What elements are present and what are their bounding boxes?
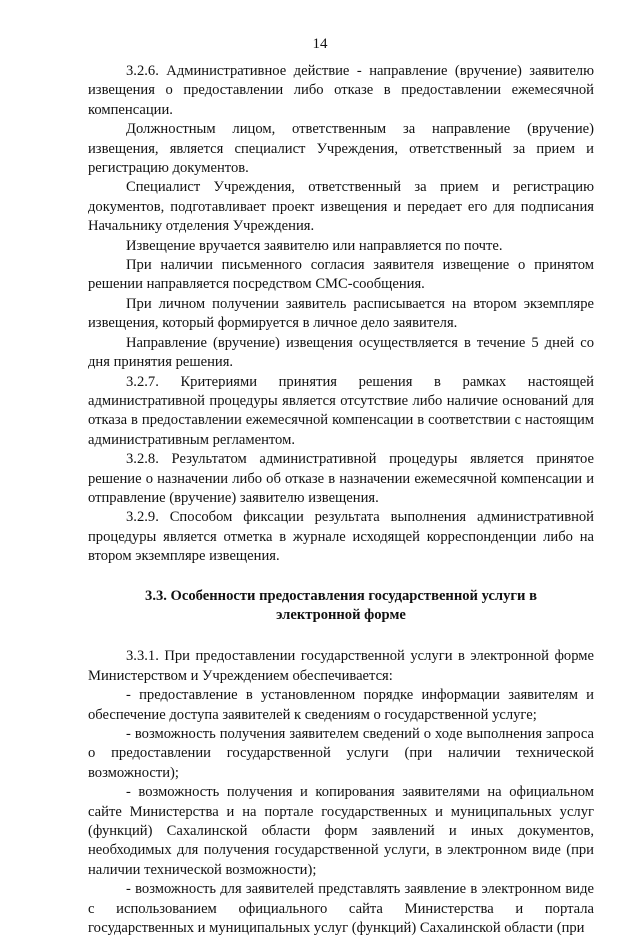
paragraph-responsible-person: Должностным лицом, ответственным за направление (вручение) извещения, является специалист Учреждения, ответственный за прием и регистрацию документов. (88, 121, 594, 177)
paragraph-3-2-6: 3.2.6. Административное действие - направление (вручение) заявителю извещения о предоставлении либо отказе в предоставлении ежемесячной компенсации. (88, 63, 594, 118)
list-item-information-access: - предоставление в установленном порядке информации заявителям и обеспечение доступа заявителей к сведениям о государственной услуге; (88, 687, 594, 723)
paragraph-3-2-7: 3.2.7. Критериями принятия решения в рамках настоящей административной процедуры является отсутствие либо наличие оснований для отказа в предоставлении ежемесячной компенсации в соответствии с настоящим административным регламентом. (88, 373, 594, 448)
paragraph-3-2-8: 3.2.8. Результатом административной процедуры является принятое решение о назначении либо об отказе в назначении ежемесячной компенсации и отправление (вручение) заявителю извещения. (88, 451, 594, 506)
paragraph-3-3-1: 3.3.1. При предоставлении государственной услуги в электронной форме Министерством и Учреждением обеспечивается: (88, 648, 594, 684)
list-item-electronic-submission: - возможность для заявителей представлять заявление в электронном виде с использованием официального сайта Министерства и портала государственных и муниципальных услуг (функций) Сахалинской области (при (88, 881, 594, 937)
paragraph-sms-notice: При наличии письменного согласия заявителя извещение о принятом решении направляется посредством СМС-сообщения. (88, 257, 594, 293)
paragraph-personal-receipt: При личном получении заявитель расписывается на втором экземпляре извещения, который формируется в личное дело заявителя. (88, 295, 594, 332)
page-number: 14 (312, 36, 328, 52)
paragraph-delivery-deadline: Направление (вручение) извещения осуществляется в течение 5 дней со дня принятия решения. (88, 334, 594, 371)
section-heading-3-3: 3.3. Особенности предоставления государственной услуги в электронной форме (145, 587, 537, 623)
paragraph-3-2-9: 3.2.9. Способом фиксации результата выполнения административной процедуры является отметка в журнале исходящей корреспонденции либо на втором экземпляре извещения. (88, 509, 594, 565)
list-item-request-status: - возможность получения заявителем сведений о ходе выполнения запроса о предоставлении государственной услуги (при наличии технической возможности); (88, 726, 594, 781)
paragraph-specialist-prepares: Специалист Учреждения, ответственный за прием и регистрацию документов, подготавливает проект извещения и передает его для подписания Начальнику отделения Учреждения. (88, 179, 594, 235)
document-body (88, 62, 594, 938)
list-item-forms-download: - возможность получения и копирования заявителями на официальном сайте Министерства и на портале государственных и муниципальных услуг (функций) Сахалинской области форм заявлений и иных документов, необходимых для получения государственной услуги, в электронном виде (при наличии технической возможности); (88, 784, 594, 878)
paragraph-notice-delivery: Извещение вручается заявителю или направляется по почте. (126, 237, 503, 254)
